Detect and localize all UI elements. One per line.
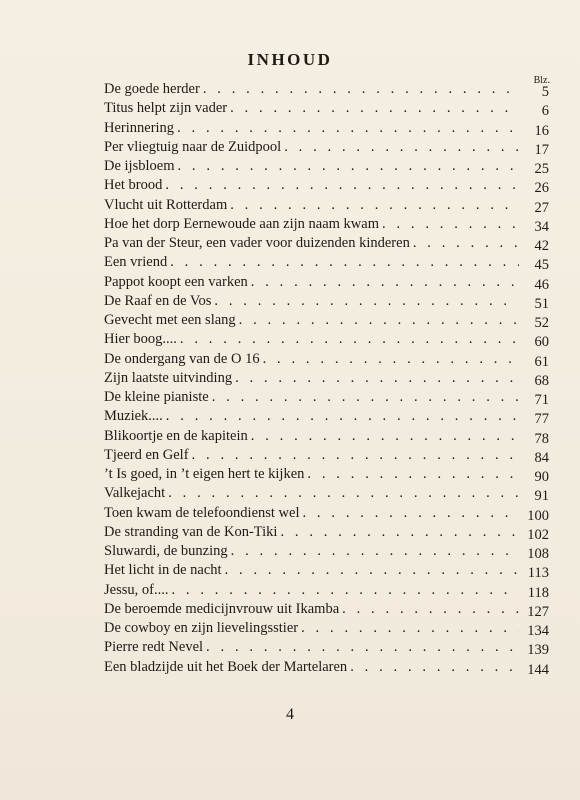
toc-entry-page: 100	[527, 507, 549, 523]
dot-leader	[225, 561, 519, 580]
toc-entry	[104, 176, 549, 195]
toc-entry-page: 108	[527, 546, 549, 562]
dot-leader	[230, 196, 519, 215]
toc-entry-title: Tjeerd en Gelf	[104, 446, 189, 463]
toc-entry-title: Pierre redt Nevel	[104, 639, 204, 656]
dot-leader	[177, 119, 519, 138]
dot-leader	[284, 138, 519, 157]
toc-entry-page: 61	[534, 353, 549, 369]
toc-entry	[104, 369, 549, 388]
toc-entry-title: Jessu, of....	[104, 581, 169, 598]
page-column-label: Blz.	[533, 75, 550, 86]
page-number: 4	[286, 706, 294, 723]
toc-entry-page: 26	[534, 180, 549, 196]
toc-entry-title: Zijn laatste uitvinding	[104, 369, 233, 386]
toc-entry	[104, 504, 549, 523]
toc-entry-title: De Raaf en de Vos	[104, 292, 212, 309]
toc-entry-page: 118	[527, 584, 549, 600]
toc-entry	[104, 292, 549, 311]
dot-leader	[382, 215, 519, 234]
dot-leader	[263, 350, 519, 369]
toc-entry-title: Hoe het dorp Eernewoude aan zijn naam kwam	[104, 215, 379, 232]
toc-entry-title: De goede herder	[104, 81, 200, 97]
dot-leader	[171, 581, 519, 600]
dot-leader	[350, 658, 519, 677]
toc-entry	[104, 427, 549, 446]
toc-entry-title: Vlucht uit Rotterdam	[104, 196, 228, 213]
dot-leader	[280, 523, 519, 542]
toc-entry-title: Valkejacht	[104, 485, 166, 502]
dot-leader	[168, 484, 519, 503]
toc-entry-page: 5	[541, 84, 549, 100]
toc-entry-page: 34	[534, 218, 549, 234]
toc-entry-title: Het brood	[104, 177, 163, 194]
dot-leader	[192, 446, 519, 465]
toc-entry	[104, 600, 549, 619]
toc-entry-page: 134	[527, 623, 549, 639]
toc-entry-page: 113	[527, 565, 549, 581]
dot-leader	[413, 234, 519, 253]
dot-leader	[251, 427, 519, 446]
toc-entry-page: 144	[527, 661, 549, 677]
toc-entry-page: 6	[541, 103, 549, 119]
toc-entry-title: Per vliegtuig naar de Zuidpool	[104, 138, 282, 155]
dot-leader	[302, 504, 519, 523]
toc-entry-page: 84	[534, 449, 549, 465]
toc-entry-page: 102	[527, 526, 549, 542]
toc-entry-title: Toen kwam de telefoondienst wel	[104, 504, 300, 521]
toc-entry-title: De stranding van de Kon-Tiki	[104, 523, 278, 540]
toc-entry-title: Pappot koopt een varken	[104, 273, 248, 290]
toc-entry	[104, 619, 549, 638]
toc-entry	[104, 215, 549, 234]
toc-entry-page: 90	[534, 469, 549, 485]
toc-entry-page: 25	[534, 161, 549, 177]
toc-entry	[104, 638, 549, 657]
dot-leader	[166, 407, 519, 426]
dot-leader	[231, 542, 519, 561]
toc-entry	[104, 273, 549, 292]
toc-entry-title: Hier boog....	[104, 331, 177, 348]
page-title: INHOUD	[247, 50, 333, 69]
toc-entry	[104, 446, 549, 465]
toc-entry-page: 52	[534, 315, 549, 331]
dot-leader	[203, 80, 519, 99]
toc-entry-title: Muziek....	[104, 408, 163, 425]
toc-entry	[104, 465, 549, 484]
toc-entry-title: De ondergang van de O 16	[104, 350, 260, 367]
toc-entry	[104, 80, 549, 99]
toc-entry-title: De cowboy en zijn lievelingsstier	[104, 620, 299, 636]
toc-entry-title: ’t Is goed, in ’t eigen hert te kijken	[104, 466, 305, 482]
toc-entry-title: Herinnering	[104, 119, 175, 136]
dot-leader	[230, 99, 519, 118]
toc-entry	[104, 99, 549, 118]
toc-entry-page: 139	[527, 642, 549, 658]
toc-entry	[104, 350, 549, 369]
dot-leader	[165, 176, 519, 195]
toc-entry-title: De ijsbloem	[104, 158, 175, 174]
dot-leader	[177, 157, 519, 176]
toc-entry-page: 68	[534, 372, 549, 388]
toc-entry-title: Sluwardi, de bunzing	[104, 543, 228, 559]
dot-leader	[239, 311, 519, 330]
toc-entry-page: 17	[534, 141, 549, 157]
toc-entry	[104, 157, 549, 176]
toc-entry	[104, 196, 549, 215]
toc-entry-title: Een bladzijde uit het Boek der Martelaren	[104, 658, 348, 675]
toc-entry-title: Het licht in de nacht	[104, 562, 222, 579]
dot-leader	[170, 253, 519, 272]
toc-entry-page: 91	[534, 488, 549, 504]
dot-leader	[307, 465, 519, 484]
toc-entry	[104, 561, 549, 580]
toc-entry	[104, 253, 549, 272]
dot-leader	[301, 619, 519, 638]
toc-entry-title: Een vriend	[104, 254, 168, 271]
toc-entry-title: Titus helpt zijn vader	[104, 100, 228, 117]
toc-entry	[104, 138, 549, 157]
toc-entry	[104, 542, 549, 561]
dot-leader	[212, 388, 519, 407]
toc-entry	[104, 234, 549, 253]
toc-entry-page: 16	[534, 122, 549, 138]
toc-entry-title: Gevecht met een slang	[104, 312, 236, 328]
toc-entry	[104, 407, 549, 426]
toc-entry-title: De kleine pianiste	[104, 389, 209, 405]
dot-leader	[251, 273, 519, 292]
toc-entry-page: 71	[534, 392, 549, 408]
dot-leader	[235, 369, 519, 388]
toc-entry-page: 60	[534, 334, 549, 350]
toc-entry	[104, 388, 549, 407]
toc-entry	[104, 311, 549, 330]
toc-entry	[104, 658, 549, 677]
toc-entry-page: 45	[534, 257, 549, 273]
toc-entry	[104, 330, 549, 349]
toc-entry-page: 51	[534, 295, 549, 311]
toc-entry-title: Pa van der Steur, een vader voor duizenden kinderen	[104, 235, 410, 251]
dot-leader	[342, 600, 519, 619]
dot-leader	[206, 638, 519, 657]
toc-entry-page: 42	[534, 238, 549, 254]
toc-entry-page: 77	[534, 411, 549, 427]
toc-entry-page: 27	[534, 199, 549, 215]
toc-entry-page: 78	[534, 430, 549, 446]
toc-entry-page: 46	[534, 276, 549, 292]
toc-entry	[104, 119, 549, 138]
toc-entry-title: Blikoortje en de kapitein	[104, 427, 248, 444]
dot-leader	[180, 330, 519, 349]
dot-leader	[214, 292, 519, 311]
toc-entry	[104, 523, 549, 542]
toc-entry-title: De beroemde medicijnvrouw uit Ikamba	[104, 600, 340, 617]
toc-entry-page: 127	[527, 603, 549, 619]
toc-entry	[104, 581, 549, 600]
toc-entry	[104, 484, 549, 503]
table-of-contents	[104, 80, 549, 677]
